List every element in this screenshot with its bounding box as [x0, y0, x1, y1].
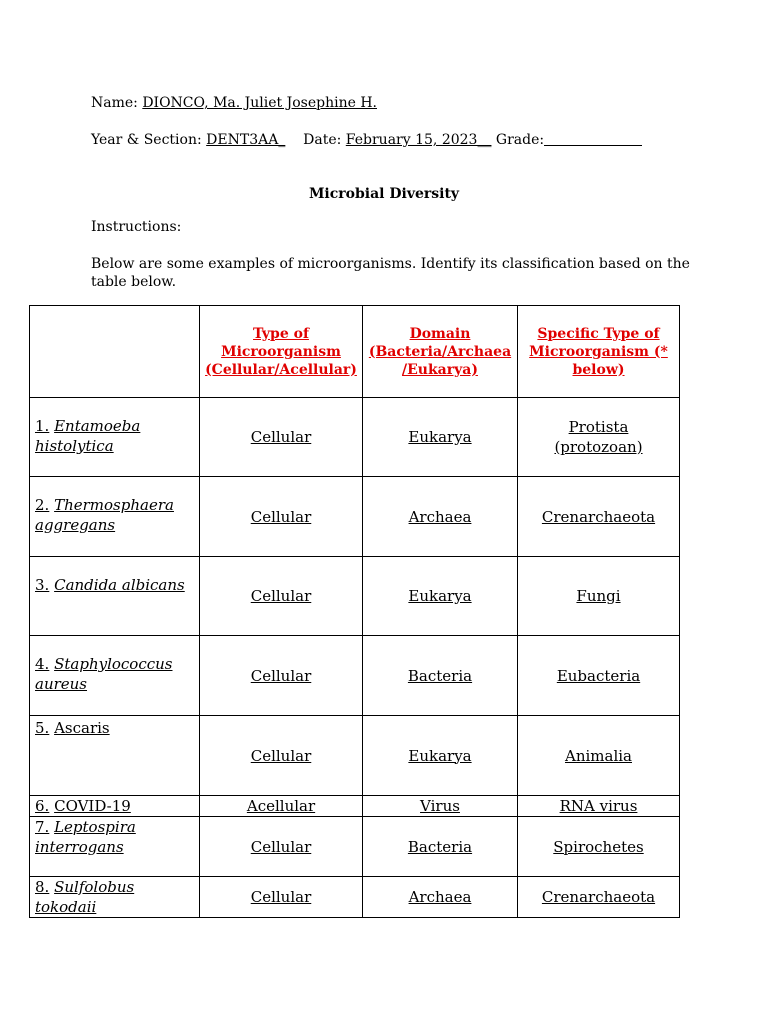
organism-cell: 6. COVID-19 — [30, 796, 200, 817]
type-cell: Cellular — [250, 587, 312, 605]
organism-cell: 3. Candida albicans — [30, 557, 200, 636]
specific-cell: Crenarchaeota — [541, 888, 656, 906]
organism-cell: 1. Entamoeba histolytica — [30, 398, 200, 477]
table-header-row — [30, 306, 680, 398]
section-line — [91, 131, 642, 148]
domain-cell: Bacteria — [407, 837, 473, 856]
type-cell: Cellular — [250, 888, 312, 906]
instructions-label: Instructions: — [91, 219, 182, 235]
type-cell: Cellular — [250, 837, 312, 856]
organism-cell: 2. Thermosphaera aggregans — [30, 477, 200, 557]
domain-cell: Eukarya — [408, 428, 472, 446]
table-row — [30, 398, 680, 477]
organism-cell: 4. Staphylococcus aureus — [30, 636, 200, 716]
table-row — [30, 796, 680, 817]
specific-cell: Fungi — [576, 587, 621, 605]
table-row — [30, 477, 680, 557]
table-row — [30, 636, 680, 716]
classification-table — [29, 305, 680, 918]
type-cell: Cellular — [250, 428, 312, 446]
domain-cell: Archaea — [408, 507, 472, 526]
table-row — [30, 817, 680, 877]
type-cell: Cellular — [250, 507, 312, 526]
grade-blank — [544, 131, 642, 146]
specific-cell: RNA virus — [559, 797, 638, 815]
date-label: Date: — [303, 132, 342, 148]
type-cell: Cellular — [250, 666, 312, 685]
domain-cell: Virus — [420, 797, 460, 815]
organism-cell: 7. Leptospira interrogans — [30, 817, 200, 877]
date-value: February 15, 2023__ — [345, 132, 492, 148]
specific-cell: Crenarchaeota — [541, 507, 656, 526]
name-value: DIONCO, Ma. Juliet Josephine H. — [142, 95, 377, 111]
section-value: DENT3AA_ — [206, 132, 286, 148]
table-row — [30, 877, 680, 918]
header-specific: Specific Type of Microorganism (* below) — [518, 306, 680, 398]
domain-cell: Eukarya — [408, 587, 472, 605]
specific-cell: Protista (protozoan) — [554, 418, 643, 456]
domain-cell: Eukarya — [408, 746, 472, 765]
instructions-text: Below are some examples of microorganisms. Identify its classification based on the table below. — [91, 256, 690, 290]
specific-cell: Animalia — [565, 746, 632, 765]
header-type: Type of Microorganism (Cellular/Acellular) — [200, 306, 363, 398]
header-domain: Domain (Bacteria/Archaea /Eukarya) — [363, 306, 518, 398]
page-title: Microbial Diversity — [308, 186, 460, 202]
type-cell: Cellular — [250, 746, 312, 765]
name-label: Name: — [91, 95, 138, 111]
header-organism — [30, 306, 200, 398]
name-line — [91, 95, 377, 111]
specific-cell: Eubacteria — [556, 666, 641, 685]
organism-cell: 8. Sulfolobus tokodaii — [30, 877, 200, 918]
type-cell: Acellular — [246, 797, 316, 815]
organism-cell: 5. Ascaris — [30, 716, 200, 796]
domain-cell: Bacteria — [407, 666, 473, 685]
table-row — [30, 557, 680, 636]
table-row — [30, 716, 680, 796]
grade-label: Grade: — [495, 132, 545, 148]
domain-cell: Archaea — [408, 888, 472, 906]
specific-cell: Spirochetes — [553, 837, 644, 856]
section-label: Year & Section: — [91, 132, 202, 148]
